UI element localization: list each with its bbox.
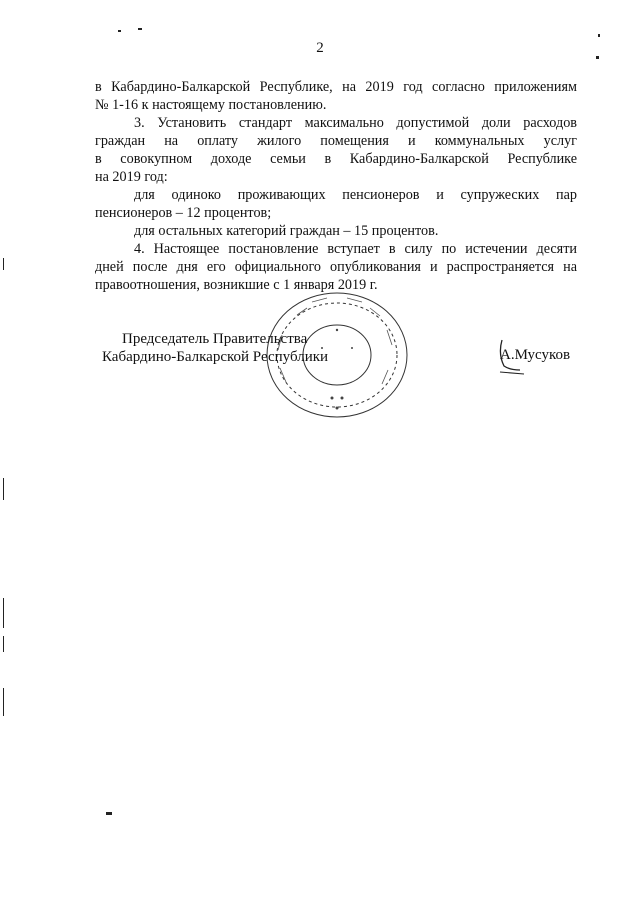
body-line-1: в Кабардино-Балкарской Республике, на 2019 год согласно приложениям <box>95 79 577 95</box>
signatory-name: А.Мусуков <box>500 347 571 363</box>
scan-mark <box>106 812 112 815</box>
scan-mark <box>138 28 142 30</box>
body-line-7: для одиноко проживающих пенсионеров и супружеских пар <box>134 187 577 203</box>
scan-mark <box>3 636 4 652</box>
scan-mark <box>598 34 600 37</box>
body-line-8: пенсионеров – 12 процентов; <box>95 205 272 221</box>
signatory-title-line-2: Кабардино-Балкарской Республики <box>102 349 329 365</box>
body-line-4: граждан на оплату жилого помещения и коммунальных услуг <box>95 133 577 149</box>
page-number: 2 <box>316 40 324 56</box>
scan-mark <box>118 30 121 32</box>
body-line-11: дней после дня его официального опубликования и распространяется на <box>95 259 577 275</box>
body-line-2: № 1-16 к настоящему постановлению. <box>95 97 327 113</box>
scan-mark <box>3 598 4 628</box>
scan-mark <box>3 688 4 716</box>
body-line-9: для остальных категорий граждан – 15 процентов. <box>134 223 439 239</box>
handwritten-signature-icon <box>490 336 530 376</box>
body-line-3: 3. Установить стандарт максимально допустимой доли расходов <box>134 115 577 131</box>
scan-mark <box>3 478 4 500</box>
body-line-6: на 2019 год: <box>95 169 168 185</box>
signatory-title-line-1: Председатель Правительства <box>122 331 308 347</box>
body-line-5: в совокупном доходе семьи в Кабардино-Балкарской Республике <box>95 151 577 167</box>
body-line-10: 4. Настоящее постановление вступает в силу по истечении десяти <box>134 241 577 257</box>
scan-mark <box>596 56 599 59</box>
body-line-12: правоотношения, возникшие с 1 января 2019 г. <box>95 277 378 293</box>
scan-mark <box>3 258 4 270</box>
